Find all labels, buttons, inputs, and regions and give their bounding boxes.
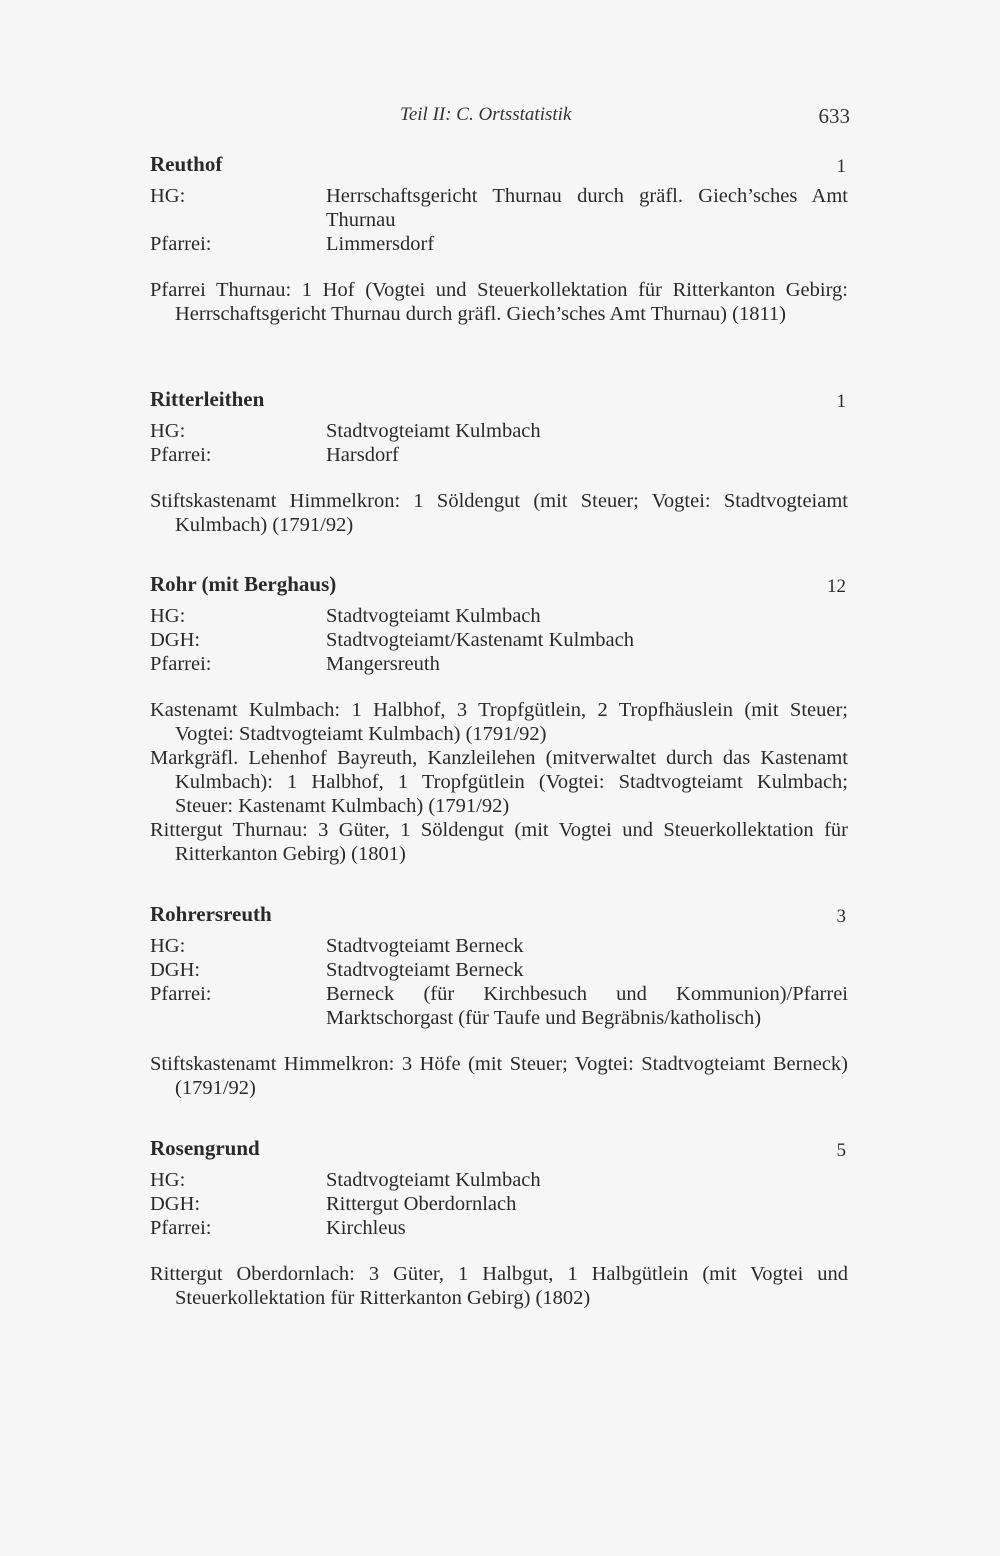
field-label: HG: — [150, 420, 186, 442]
field-row — [150, 628, 848, 652]
field-row — [150, 958, 848, 982]
entry-title: Rohr (mit Berghaus) — [150, 572, 337, 596]
field-row — [150, 419, 848, 443]
field-value: Stadtvogteiamt Berneck — [326, 935, 524, 957]
entry-title: Reuthof — [150, 152, 223, 176]
entry-notes — [150, 1052, 848, 1100]
field-label: HG: — [150, 1169, 186, 1191]
field-label: Pfarrei: — [150, 1217, 212, 1239]
field-label: HG: — [150, 935, 186, 957]
field-row — [150, 232, 848, 256]
field-row — [150, 1216, 848, 1240]
entry-notes — [150, 278, 848, 326]
entry-notes — [150, 489, 848, 537]
note: Rittergut Thurnau: 3 Güter, 1 Söldengut (mit Vogtei und Steuerkollektation für Ritterkanton Gebirg) (1801) — [150, 819, 848, 865]
note: Stiftskastenamt Himmelkron: 1 Söldengut (mit Steuer; Vogtei: Stadtvogteiamt Kulmbach) (1791/92) — [150, 490, 848, 536]
field-value: Limmersdorf — [326, 233, 435, 255]
field-row — [150, 982, 848, 1030]
field-label: DGH: — [150, 959, 201, 981]
running-title: Teil II: C. Ortsstatistik — [400, 104, 572, 125]
entry-notes — [150, 698, 848, 866]
field-row — [150, 1192, 848, 1216]
field-value: Berneck (für Kirchbesuch und Kommunion)/Pfarrei Marktschorgast (für Taufe und Begräbnis/katholisch) — [326, 983, 848, 1029]
note: Rittergut Oberdornlach: 3 Güter, 1 Halbgut, 1 Halbgütlein (mit Vogtei und Steuerkollektation für Ritterkanton Gebirg) (1802) — [150, 1263, 848, 1309]
field-label: Pfarrei: — [150, 983, 212, 1005]
entry-count: 1 — [836, 156, 846, 177]
entry-count: 3 — [836, 906, 846, 927]
entry-count: 1 — [836, 391, 846, 412]
note: Pfarrei Thurnau: 1 Hof (Vogtei und Steuerkollektation für Ritterkanton Gebirg: Herrschaftsgericht Thurnau durch gräfl. Giech’sches Amt Thurnau) (1811) — [150, 279, 848, 325]
entry-title: Ritterleithen — [150, 387, 265, 411]
field-row — [150, 604, 848, 628]
field-value: Stadtvogteiamt Kulmbach — [326, 1169, 541, 1191]
field-row — [150, 1168, 848, 1192]
field-value: Kirchleus — [326, 1217, 406, 1239]
entry-ritterleithen — [150, 387, 848, 537]
field-label: HG: — [150, 185, 186, 207]
field-value: Herrschaftsgericht Thurnau durch gräfl. Giech’sches Amt Thurnau — [326, 185, 848, 231]
entry-title: Rosengrund — [150, 1136, 260, 1160]
field-value: Stadtvogteiamt Kulmbach — [326, 605, 541, 627]
field-row — [150, 443, 848, 467]
running-header — [150, 104, 850, 134]
note: Markgräfl. Lehenhof Bayreuth, Kanzleilehen (mitverwaltet durch das Kastenamt Kulmbach): 1 Halbhof, 1 Tropfgütlein (Vogtei: Stadtvogteiamt Kulmbach; Steuer: Kastenamt Kulmbach) (1791/92) — [150, 747, 848, 817]
entry-rohrersreuth — [150, 902, 848, 1100]
field-value: Harsdorf — [326, 444, 399, 466]
field-label: Pfarrei: — [150, 233, 212, 255]
entry-rohr — [150, 572, 848, 866]
entry-count: 12 — [827, 576, 846, 597]
field-label: Pfarrei: — [150, 444, 212, 466]
field-row — [150, 652, 848, 676]
field-value: Rittergut Oberdornlach — [326, 1193, 517, 1215]
entry-reuthof — [150, 152, 848, 326]
field-label: DGH: — [150, 629, 201, 651]
field-label: Pfarrei: — [150, 653, 212, 675]
field-value: Stadtvogteiamt/Kastenamt Kulmbach — [326, 629, 635, 651]
field-value: Stadtvogteiamt Kulmbach — [326, 420, 541, 442]
field-value: Mangersreuth — [326, 653, 440, 675]
field-row — [150, 934, 848, 958]
note: Stiftskastenamt Himmelkron: 3 Höfe (mit Steuer; Vogtei: Stadtvogteiamt Berneck) (1791/92) — [150, 1053, 848, 1099]
entry-rosengrund — [150, 1136, 848, 1310]
field-label: HG: — [150, 605, 186, 627]
field-value: Stadtvogteiamt Berneck — [326, 959, 524, 981]
note: Kastenamt Kulmbach: 1 Halbhof, 3 Tropfgütlein, 2 Tropfhäuslein (mit Steuer; Vogtei: Stadtvogteiamt Kulmbach) (1791/92) — [150, 699, 848, 745]
entry-count: 5 — [836, 1140, 846, 1161]
field-row — [150, 184, 848, 232]
entry-title: Rohrersreuth — [150, 902, 272, 926]
entry-notes — [150, 1262, 848, 1310]
page-number: 633 — [818, 104, 850, 128]
field-label: DGH: — [150, 1193, 201, 1215]
